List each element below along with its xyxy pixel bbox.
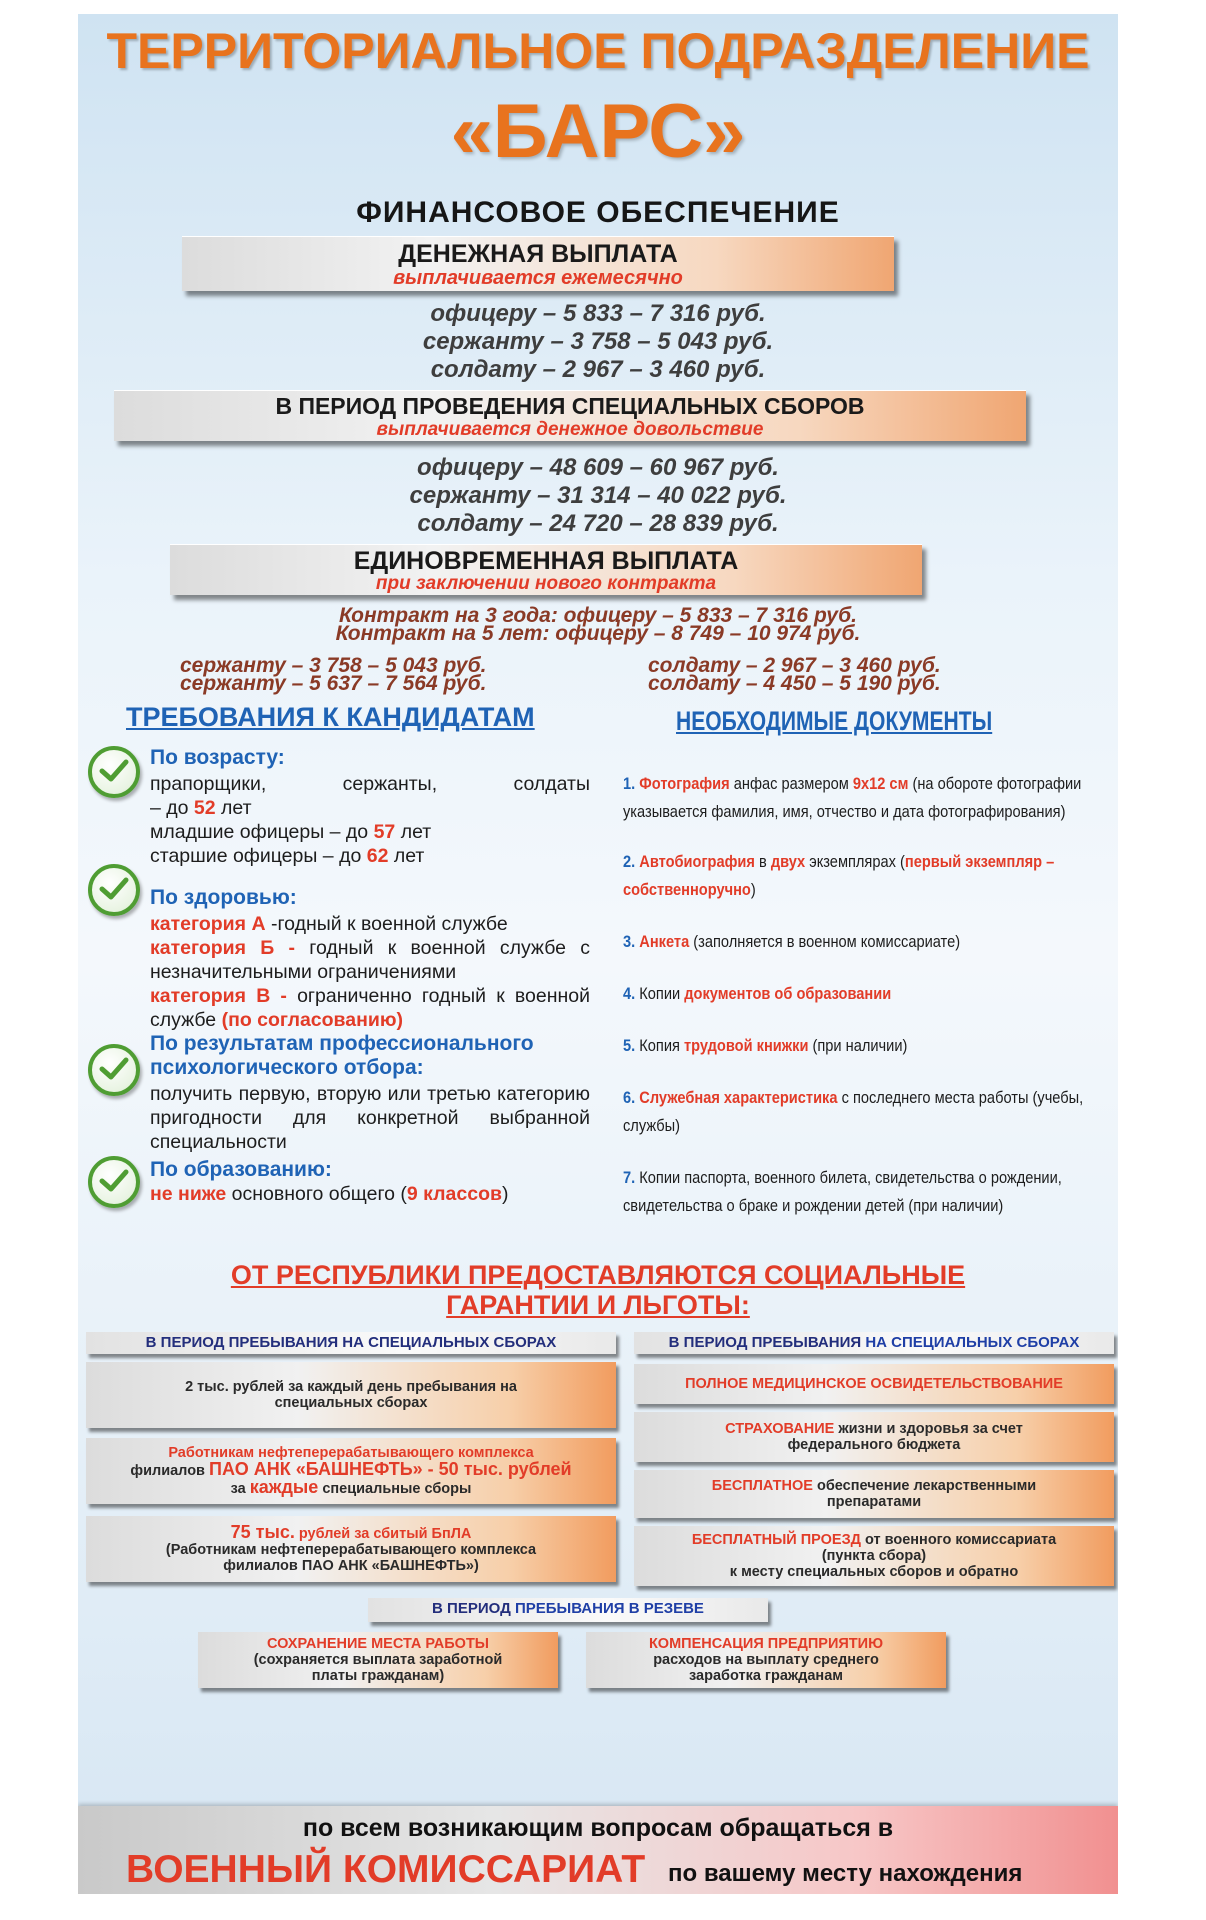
monthly-subtitle: выплачивается ежемесячно xyxy=(393,267,683,289)
doc-item-2: 2. Автобиография в двух экземплярах (первый экземпляр – собственноручно) xyxy=(623,852,1055,899)
check-icon xyxy=(88,864,140,916)
training-row-officer: офицеру – 48 609 – 60 967 руб. xyxy=(417,454,779,481)
benefit-travel: БЕСПЛАТНЫЙ ПРОЕЗД от военного комиссариата (пункта сбора) к месту специальных сборов и обратно xyxy=(634,1526,1114,1586)
req-psych-title: По результатам профессионального психологического отбора: xyxy=(150,1032,534,1079)
doc-item-5: 5. Копия трудовой книжки (при наличии) xyxy=(623,1036,908,1055)
doc-item-4: 4. Копии документов об образовании xyxy=(623,984,892,1003)
req-health-text: категория А -годный к военной службе категория Б - годный к военной службе с незначительными ограничениями категория В - ограниченно годный к военной службе (по согласованию) xyxy=(150,913,590,1031)
contract-5-years: Контракт на 5 лет: офицеру – 8 749 – 10 974 руб. xyxy=(335,622,861,645)
doc-item-3: 3. Анкета (заполняется в военном комиссариате) xyxy=(623,932,961,951)
benefit-uav-75k: 75 тыс. рублей за сбитый БпЛА (Работникам нефтеперерабатывающего комплекса филиалов ПАО АНК «БАШНЕФТЬ») xyxy=(86,1516,616,1582)
training-subtitle: выплачивается денежное довольствие xyxy=(376,419,764,440)
req-age-text: прапорщики, сержанты, солдаты – до 52 лет младшие офицеры – до 57 лет старшие офицеры – до 62 лет xyxy=(150,773,590,867)
req-psych-text: получить первую, вторую или третью категорию пригодности для конкретной выбранной специальности xyxy=(150,1083,590,1153)
monthly-band xyxy=(182,236,894,291)
title-line1: ТЕРРИТОРИАЛЬНОЕ ПОДРАЗДЕЛЕНИЕ xyxy=(106,23,1090,79)
footer-contact xyxy=(78,1806,1118,1894)
footer-line1: по всем возникающим вопросам обращаться в xyxy=(302,1814,894,1842)
documents-heading: НЕОБХОДИМЫЕ ДОКУМЕНТЫ xyxy=(676,706,993,736)
lump-title: ЕДИНОВРЕМЕННАЯ ВЫПЛАТА xyxy=(353,547,739,575)
benefit-medical: ПОЛНОЕ МЕДИЦИНСКОЕ ОСВИДЕТЕЛЬСТВОВАНИЕ xyxy=(634,1364,1114,1404)
check-icon xyxy=(88,1044,140,1096)
training-row-sergeant: сержанту – 31 314 – 40 022 руб. xyxy=(409,482,787,509)
benefit-medicine: БЕСПЛАТНОЕ обеспечение лекарственными препаратами xyxy=(634,1470,1114,1518)
footer-location: по вашему месту нахождения xyxy=(668,1860,1023,1887)
title-line2: «БАРС» xyxy=(450,89,746,174)
check-icon xyxy=(88,746,140,798)
social-heading-line2: ГАРАНТИИ И ЛЬГОТЫ: xyxy=(446,1290,750,1320)
benefit-daily-pay: 2 тыс. рублей за каждый день пребывания на специальных сборах xyxy=(86,1362,616,1428)
doc-item-7: 7. Копии паспорта, военного билета, свидетельства о рождении, свидетельства о браке и рождении детей (при наличии) xyxy=(623,1168,1062,1215)
req-edu-text: не ниже основного общего (9 классов) xyxy=(150,1183,509,1205)
left-period-header: В ПЕРИОД ПРЕБЫВАНИЯ НА СПЕЦИАЛЬНЫХ СБОРАХ xyxy=(86,1332,616,1354)
footer-commissariat: ВОЕННЫЙ КОМИССАРИАТ xyxy=(126,1848,646,1891)
right-period-header: В ПЕРИОД ПРЕБЫВАНИЯ НА СПЕЦИАЛЬНЫХ СБОРАХ xyxy=(634,1332,1114,1354)
check-icon xyxy=(88,1156,140,1208)
lump-soldier-5: солдату – 4 450 – 5 190 руб. xyxy=(648,672,941,695)
lump-soldier-3: солдату – 2 967 – 3 460 руб. xyxy=(648,654,941,677)
lump-sergeant-5: сержанту – 5 637 – 7 564 руб. xyxy=(180,672,487,695)
doc-item-6: 6. Служебная характеристика с последнего места работы (учебы, службы) xyxy=(623,1088,1084,1135)
req-age-title: По возрасту: xyxy=(150,746,285,769)
monthly-title: ДЕНЕЖНАЯ ВЫПЛАТА xyxy=(398,240,678,268)
reserve-period-header: В ПЕРИОД ПРЕБЫВАНИЯ В РЕЗЕВЕ xyxy=(368,1598,768,1622)
benefit-employer-compensation: КОМПЕНСАЦИЯ ПРЕДПРИЯТИЮ расходов на выплату среднего заработка гражданам xyxy=(586,1632,946,1688)
req-edu-title: По образованию: xyxy=(150,1158,332,1181)
social-heading-line1: ОТ РЕСПУБЛИКИ ПРЕДОСТАВЛЯЮТСЯ СОЦИАЛЬНЫЕ xyxy=(230,1260,966,1290)
training-band xyxy=(114,390,1026,441)
subtitle: ФИНАНСОВОЕ ОБЕСПЕЧЕНИЕ xyxy=(356,196,840,229)
monthly-row-soldier: солдату – 2 967 – 3 460 руб. xyxy=(430,356,766,383)
contract-3-years: Контракт на 3 года: офицеру – 5 833 – 7 316 руб. xyxy=(339,604,857,627)
lump-subtitle: при заключении нового контракта xyxy=(375,573,717,594)
lump-sergeant-3: сержанту – 3 758 – 5 043 руб. xyxy=(180,654,487,677)
lump-band xyxy=(170,544,922,595)
training-row-soldier: солдату – 24 720 – 28 839 руб. xyxy=(417,510,779,537)
requirements-heading: ТРЕБОВАНИЯ К КАНДИДАТАМ xyxy=(126,702,535,732)
monthly-row-officer: офицеру – 5 833 – 7 316 руб. xyxy=(430,300,766,327)
benefit-keep-job: СОХРАНЕНИЕ МЕСТА РАБОТЫ (сохраняется выплата заработной платы гражданам) xyxy=(198,1632,558,1688)
training-title: В ПЕРИОД ПРОВЕДЕНИЯ СПЕЦИАЛЬНЫХ СБОРОВ xyxy=(275,393,865,419)
benefit-insurance: СТРАХОВАНИЕ жизни и здоровья за счет федерального бюджета xyxy=(634,1412,1114,1462)
benefit-bashneft-50k: Работникам нефтеперерабатывающего комплекса филиалов ПАО АНК «БАШНЕФТЬ» - 50 тыс. рублей за каждые специальные сборы xyxy=(86,1438,616,1504)
poster xyxy=(78,14,1118,1894)
doc-item-1: 1. Фотография анфас размером 9х12 см (на обороте фотографии указывается фамилия, имя, отчество и дата фотографирования) xyxy=(623,774,1082,821)
req-health-title: По здоровью: xyxy=(150,886,297,909)
monthly-row-sergeant: сержанту – 3 758 – 5 043 руб. xyxy=(422,328,774,355)
